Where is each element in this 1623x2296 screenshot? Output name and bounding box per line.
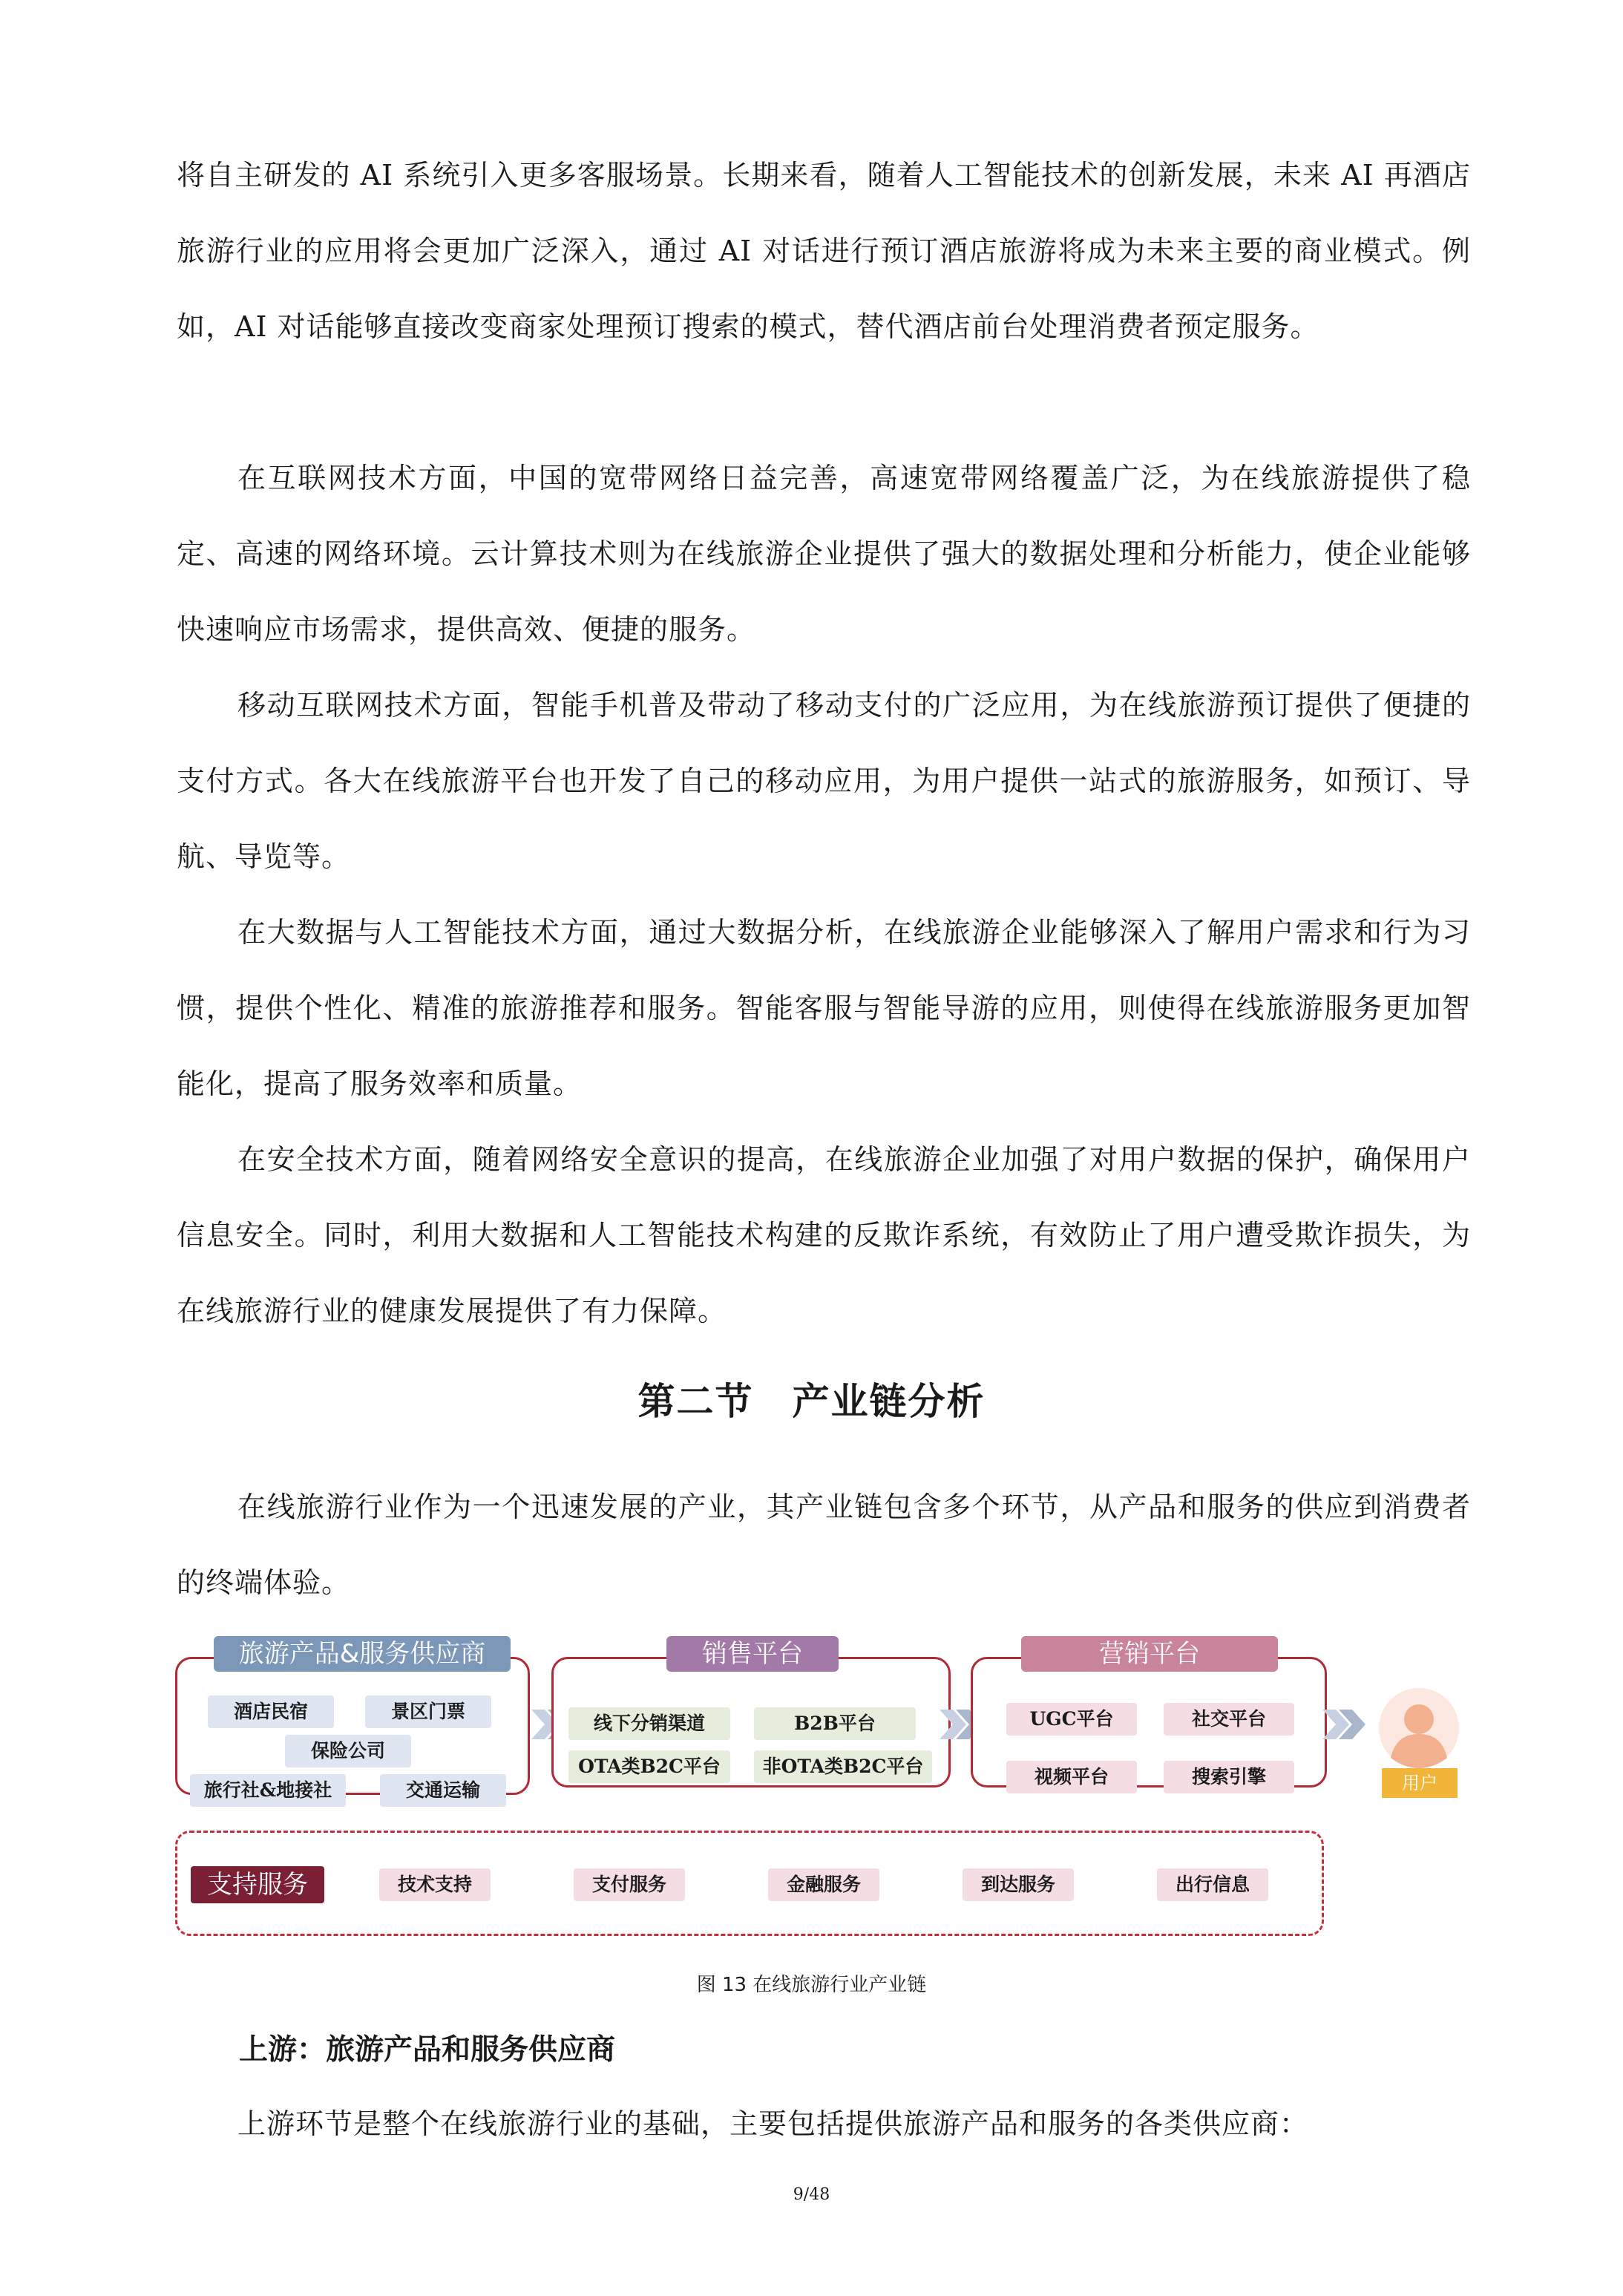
- supplier-chip: 保险公司: [285, 1735, 411, 1767]
- sales-chip: B2B平台: [754, 1707, 916, 1740]
- chevron-arrow-icon: [1322, 1706, 1370, 1743]
- supplier-chip: 景区门票: [365, 1695, 491, 1728]
- paragraph-intro: 在线旅游行业作为一个迅速发展的产业，其产业链包含多个环节，从产品和服务的供应到消费者的终端体验。: [177, 1491, 1471, 1599]
- support-chip: 技术支持: [379, 1868, 491, 1901]
- supplier-chip: 交通运输: [380, 1774, 506, 1807]
- supplier-chip: 酒店民宿: [208, 1695, 334, 1728]
- section-title: 第二节 产业链分析: [637, 1380, 986, 1423]
- support-box: [175, 1831, 1324, 1936]
- supplier-chip: 旅行社&地接社: [190, 1774, 346, 1807]
- subheading-upstream: 上游：旅游产品和服务供应商: [239, 2033, 616, 2067]
- sales-chip: OTA类B2C平台: [568, 1750, 730, 1783]
- paragraph-security: 在安全技术方面，随着网络安全意识的提高，在线旅游企业加强了对用户数据的保护，确保用户信息安全。同时，利用大数据和人工智能技术构建的反欺诈系统，有效防止了用户遭受欺诈损失，为在线旅游行业的健康发展提供了有力保障。: [177, 1143, 1471, 1327]
- figure-caption: 图 13 在线旅游行业产业链: [696, 1974, 927, 1996]
- support-chip: 支付服务: [574, 1868, 685, 1901]
- support-title: 支持服务: [191, 1866, 324, 1903]
- marketing-title: 营销平台: [1021, 1636, 1278, 1672]
- paragraph-internet: 在互联网技术方面，中国的宽带网络日益完善，高速宽带网络覆盖广泛，为在线旅游提供了稳定、高速的网络环境。云计算技术则为在线旅游企业提供了强大的数据处理和分析能力，使企业能够快速响应市场需求，提供高效、便捷的服务。: [177, 462, 1471, 646]
- industry-chain-diagram: [175, 1630, 1474, 1949]
- paragraph-bigdata: 在大数据与人工智能技术方面，通过大数据分析，在线旅游企业能够深入了解用户需求和行为习惯，提供个性化、精准的旅游推荐和服务。智能客服与智能导游的应用，则使得在线旅游服务更加智能化，提高了服务效率和质量。: [177, 916, 1471, 1100]
- user-avatar-icon: [1377, 1687, 1460, 1770]
- paragraph-ai: 将自主研发的 AI 系统引入更多客服场景。长期来看，随着人工智能技术的创新发展，未来 AI 再酒店旅游行业的应用将会更加广泛深入，通过 AI 对话进行预订酒店旅游将成为未来主要的商业模式。例如，AI 对话能够直接改变商家处理预订搜索的模式，替代酒店前台处理消费者预定服务。: [177, 159, 1471, 343]
- marketing-chip: 视频平台: [1006, 1761, 1137, 1793]
- page-number: 9/48: [793, 2185, 830, 2204]
- sales-title: 销售平台: [666, 1636, 839, 1672]
- marketing-chip: 搜索引擎: [1164, 1761, 1294, 1793]
- supplier-title: 旅游产品&服务供应商: [214, 1636, 511, 1672]
- paragraph-mobile: 移动互联网技术方面，智能手机普及带动了移动支付的广泛应用，为在线旅游预订提供了便捷的支付方式。各大在线旅游平台也开发了自己的移动应用，为用户提供一站式的旅游服务，如预订、导航、导览等。: [177, 689, 1471, 873]
- user-label: 用户: [1382, 1768, 1458, 1798]
- paragraph-upstream: 上游环节是整个在线旅游行业的基础，主要包括提供旅游产品和服务的各类供应商：: [237, 2107, 1309, 2140]
- marketing-chip: 社交平台: [1164, 1703, 1294, 1736]
- sales-chip: 非OTA类B2C平台: [754, 1750, 932, 1783]
- sales-chip: 线下分销渠道: [568, 1707, 730, 1740]
- support-chip: 到达服务: [963, 1868, 1074, 1901]
- support-chip: 出行信息: [1157, 1868, 1268, 1901]
- marketing-chip: UGC平台: [1006, 1703, 1137, 1736]
- support-chip: 金融服务: [768, 1868, 879, 1901]
